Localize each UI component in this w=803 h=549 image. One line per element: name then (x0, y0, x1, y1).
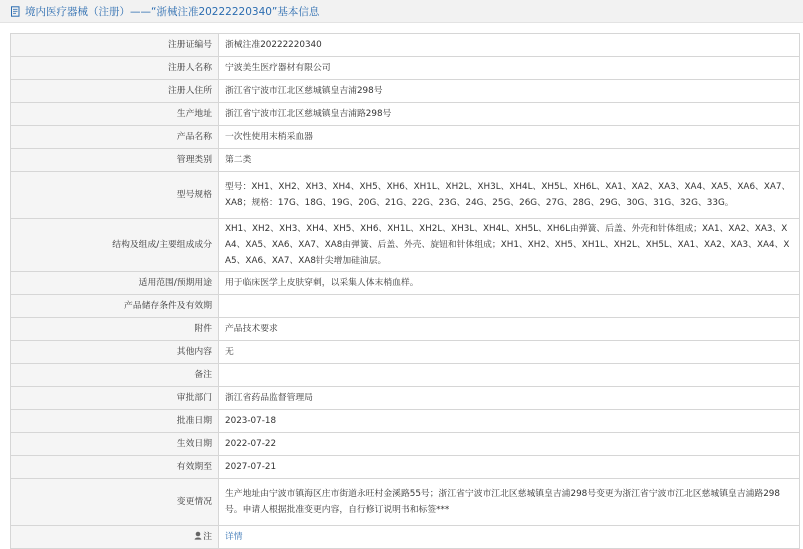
row-value: 2022-07-22 (219, 433, 800, 456)
table-row (11, 149, 800, 172)
table-row (11, 479, 800, 526)
row-label: 管理类别 (11, 149, 219, 172)
row-label: 审批部门 (11, 387, 219, 410)
row-value: 产品技术要求 (219, 318, 800, 341)
table-row (11, 364, 800, 387)
row-label: 备注 (11, 364, 219, 387)
row-label: 型号规格 (11, 172, 219, 219)
row-value: 2027-07-21 (219, 456, 800, 479)
row-label: 有效期至 (11, 456, 219, 479)
table-row (11, 410, 800, 433)
table-row (11, 172, 800, 219)
row-label: 生产地址 (11, 103, 219, 126)
table-row (11, 103, 800, 126)
row-label: 适用范围/预期用途 (11, 272, 219, 295)
row-label: 产品名称 (11, 126, 219, 149)
table-row (11, 272, 800, 295)
row-value: 无 (219, 341, 800, 364)
row-value: 浙械注准20222220340 (219, 34, 800, 57)
table-row (11, 80, 800, 103)
table-row (11, 219, 800, 272)
row-label-text: 注 (203, 532, 212, 542)
row-label: 产品储存条件及有效期 (11, 295, 219, 318)
row-value (219, 364, 800, 387)
row-value: 浙江省宁波市江北区慈城镇皇吉浦路298号 (219, 103, 800, 126)
row-label: 注册人住所 (11, 80, 219, 103)
table-row (11, 387, 800, 410)
table-row (11, 34, 800, 57)
row-value (219, 295, 800, 318)
row-value: 型号：XH1、XH2、XH3、XH4、XH5、XH6、XH1L、XH2L、XH3L、XH4L、XH5L、XH6L、XA1、XA2、XA3、XA4、XA5、XA6、XA7、XA8；规格：17G、18G、19G、20G、21G、22G、23G、24G、25G、26G、27G、28G、29G、30G、31G、32G、33G。 (219, 172, 800, 219)
row-value: XH1、XH2、XH3、XH4、XH5、XH6、XH1L、XH2L、XH3L、XH4L、XH5L、XH6L由弹簧、后盖、外壳和针体组成；XA1、XA2、XA3、XA4、XA5、XA6、XA7、XA8由弹簧、后盖、外壳、旋钮和针体组成；XH1、XH2、XH5、XH1L、XH2L、XH5L、XA1、XA2、XA3、XA4、XA5、XA6、XA7、XA8针尖增加硅油层。 (219, 219, 800, 272)
row-value: 2023-07-18 (219, 410, 800, 433)
row-label: 注册证编号 (11, 34, 219, 57)
details-link[interactable]: 详情 (225, 532, 243, 542)
row-value: 生产地址由宁波市镇海区庄市街道永旺村金溪路55号；浙江省宁波市江北区慈城镇皇吉浦298号变更为浙江省宁波市江北区慈城镇皇吉浦路298号。申请人根据批准变更内容，自行修订说明书和标签*** (219, 479, 800, 526)
row-value: 浙江省宁波市江北区慈城镇皇吉浦298号 (219, 80, 800, 103)
row-label: 其他内容 (11, 341, 219, 364)
table-row (11, 526, 800, 549)
row-value: 宁波美生医疗器材有限公司 (219, 57, 800, 80)
document-icon (10, 6, 21, 17)
table-row (11, 126, 800, 149)
row-value: 浙江省药品监督管理局 (219, 387, 800, 410)
table-row (11, 456, 800, 479)
row-value (219, 526, 800, 549)
table-row (11, 295, 800, 318)
row-label: 批准日期 (11, 410, 219, 433)
row-label: 变更情况 (11, 479, 219, 526)
row-value: 用于临床医学上皮肤穿刺，以采集人体末梢血样。 (219, 272, 800, 295)
row-label-note (11, 526, 219, 549)
row-label: 注册人名称 (11, 57, 219, 80)
table-row (11, 341, 800, 364)
info-table (10, 33, 800, 549)
row-label: 生效日期 (11, 433, 219, 456)
page-header (0, 0, 803, 23)
row-label: 附件 (11, 318, 219, 341)
info-table-container (10, 33, 800, 549)
row-value: 第二类 (219, 149, 800, 172)
row-label: 结构及组成/主要组成成分 (11, 219, 219, 272)
table-row (11, 433, 800, 456)
table-row (11, 318, 800, 341)
page-title: 境内医疗器械（注册）——“浙械注准20222220340”基本信息 (25, 5, 320, 18)
row-value: 一次性使用末梢采血器 (219, 126, 800, 149)
table-row (11, 57, 800, 80)
note-icon (194, 531, 202, 540)
